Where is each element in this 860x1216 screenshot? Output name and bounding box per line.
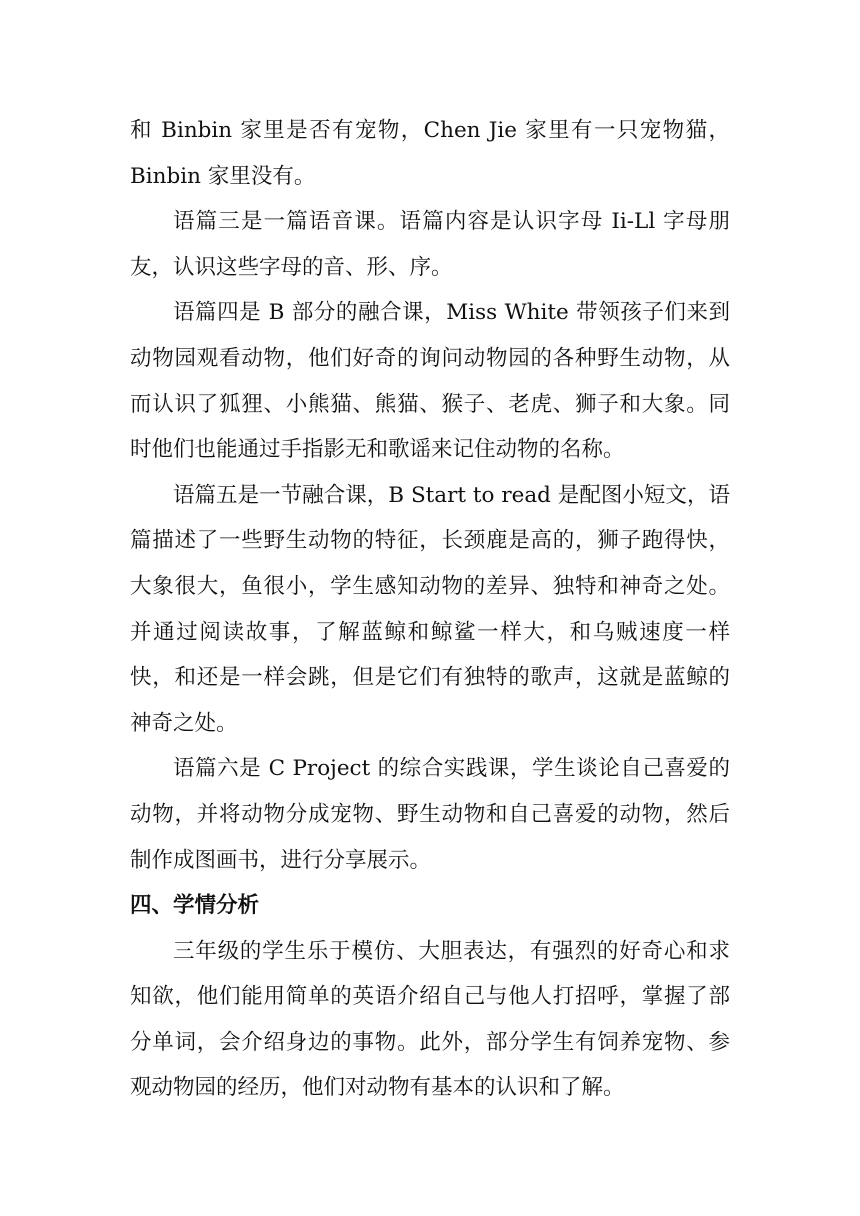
paragraph-continuation: 和 Binbin 家里是否有宠物，Chen Jie 家里有一只宠物猫，Binbin 家里没有。 xyxy=(130,118,730,189)
paragraph-text-five: 语篇五是一节融合课，B Start to read 是配图小短文，语篇描述了一些野生动物的特征，长颈鹿是高的，狮子跑得快，大象很大，鱼很小，学生感知动物的差异、独特和神奇之处。并通过阅读故事，了解蓝鲸和鲸鲨一样大，和乌贼速度一样快，和还是一样会跳，但是它们有独特的歌声，这就是蓝鲸的神奇之处。 xyxy=(130,482,730,736)
document-page xyxy=(130,108,730,1111)
section-heading: 四、学情分析 xyxy=(130,893,260,919)
paragraph-text-six: 语篇六是 C Project 的综合实践课，学生谈论自己喜爱的动物，并将动物分成宠物、野生动物和自己喜爱的动物，然后制作成图画书，进行分享展示。 xyxy=(130,756,730,873)
paragraph-text-three: 语篇三是一篇语音课。语篇内容是认识字母 Ii-Ll 字母朋友，认识这些字母的音、形、序。 xyxy=(130,209,730,280)
section-paragraph: 三年级的学生乐于模仿、大胆表达，有强烈的好奇心和求知欲，他们能用简单的英语介绍自己与他人打招呼，掌握了部分单词，会介绍身边的事物。此外，部分学生有饲养宠物、参观动物园的经历，他们对动物有基本的认识和了解。 xyxy=(130,938,730,1101)
paragraph-text-four: 语篇四是 B 部分的融合课，Miss White 带领孩子们来到动物园观看动物，他们好奇的询问动物园的各种野生动物，从而认识了狐狸、小熊猫、熊猫、猴子、老虎、狮子和大象。同时他们也能通过手指影无和歌谣来记住动物的名称。 xyxy=(130,300,730,463)
